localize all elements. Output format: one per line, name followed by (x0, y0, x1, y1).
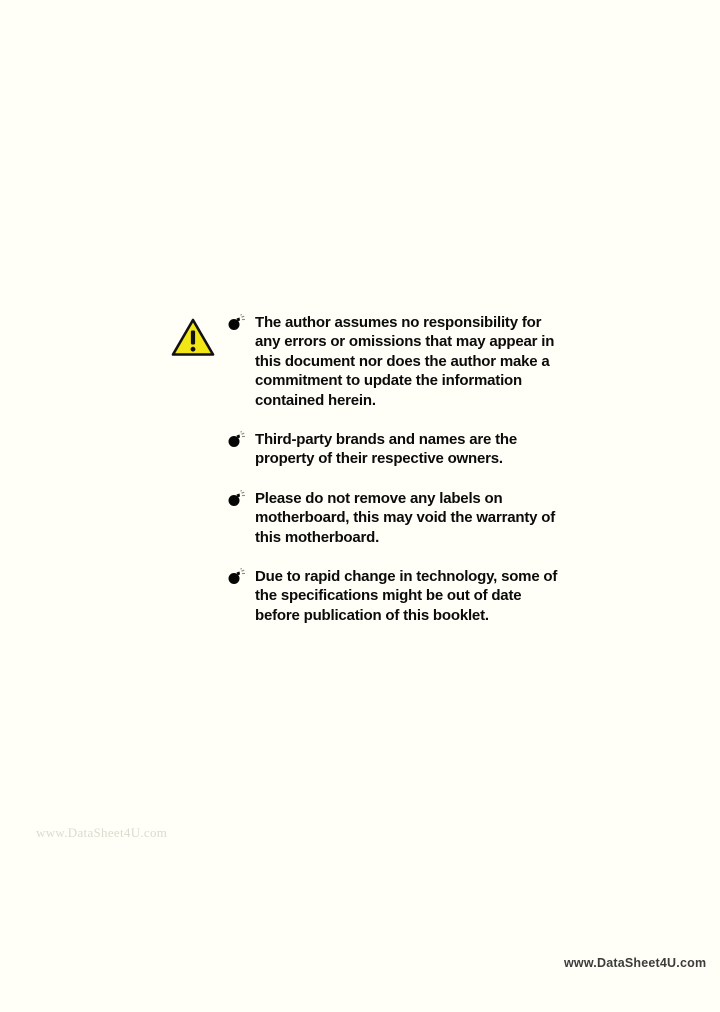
text-line: any errors or omissions that may appear in (255, 333, 555, 351)
watermark-left: www.DataSheet4U.com (36, 825, 168, 840)
list-item (228, 567, 558, 625)
list-item (228, 430, 558, 469)
text-line: Due to rapid change in technology, some of (255, 568, 558, 586)
bomb-bullet-icon (228, 568, 248, 586)
text-line: Third-party brands and names are the (255, 431, 518, 449)
text-line: contained herein. (255, 391, 376, 409)
text-line: commitment to update the information (255, 372, 522, 390)
text-line: motherboard, this may void the warranty of (255, 509, 555, 527)
text-line: The author assumes no responsibility for (255, 314, 542, 331)
text-line: property of their respective owners. (255, 450, 503, 468)
text-line: this document nor does the author make a (255, 352, 550, 370)
list-item (228, 313, 558, 410)
warning-triangle-icon (170, 317, 216, 358)
watermark-bottom-right: www.DataSheet4U.com (564, 956, 707, 970)
text-line: this motherboard. (255, 528, 380, 546)
text-line: the specifications might be out of date (255, 587, 522, 605)
bomb-bullet-icon (228, 490, 248, 508)
text-line: before publication of this booklet. (255, 606, 489, 624)
text-line: Please do not remove any labels on (255, 489, 503, 507)
list-item (228, 489, 558, 547)
bomb-bullet-icon (228, 431, 248, 449)
disclaimer-list (228, 313, 558, 645)
bomb-bullet-icon (228, 314, 248, 332)
